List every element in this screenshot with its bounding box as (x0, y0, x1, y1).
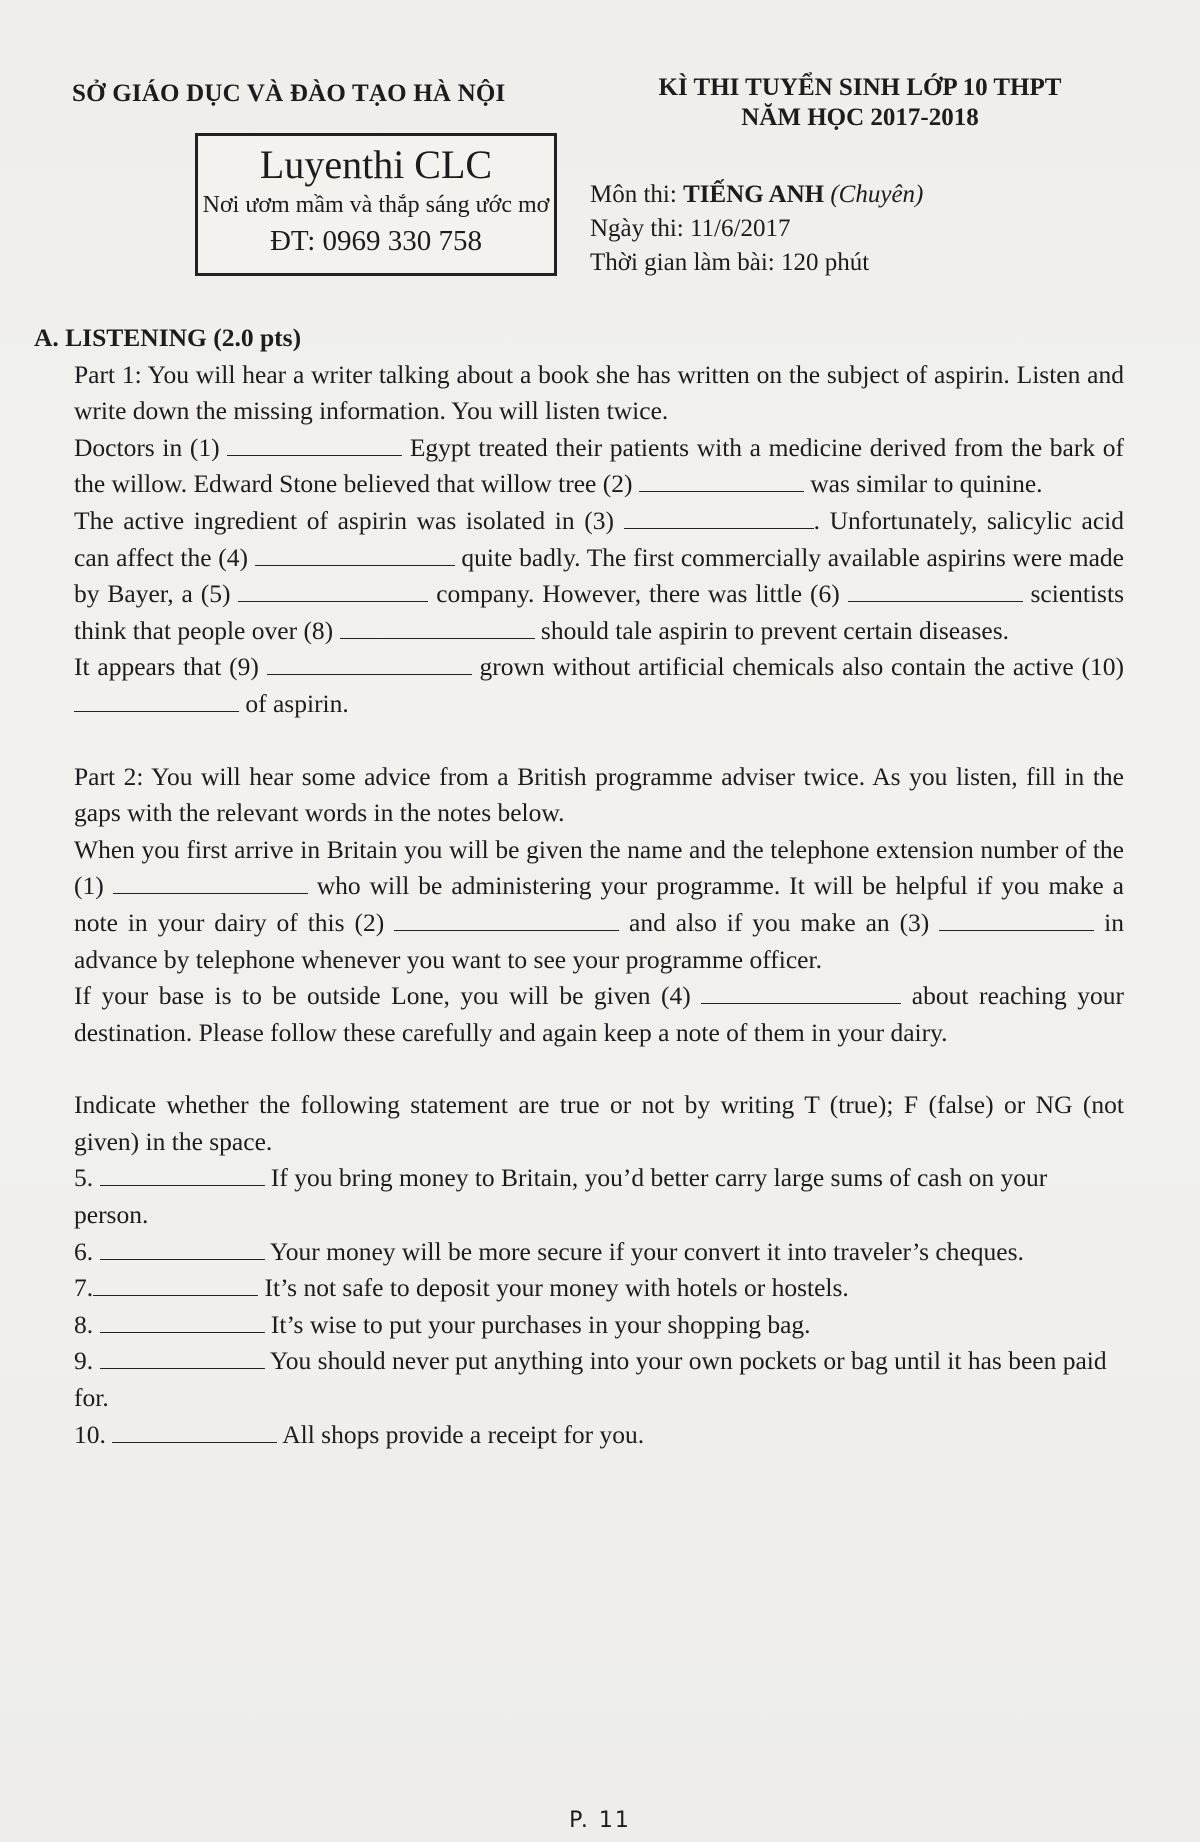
tf-blank-10[interactable] (112, 1420, 277, 1443)
tf-blank-6[interactable] (100, 1237, 265, 1260)
publisher-stamp (195, 133, 557, 276)
section-title: A. LISTENING (2.0 pts) (34, 323, 302, 352)
part1-intro: Part 1: You will hear a writer talking about a book she has written on the subject of aspirin. Listen and write down the missing information. You will listen twice. (74, 359, 1124, 426)
subject-line: Môn thi: TIẾNG ANH (Chuyên) (590, 181, 924, 208)
answer-blank-3[interactable] (624, 506, 814, 529)
stamp-slogan: Nơi ươm mầm và thắp sáng ước mơ (202, 192, 550, 218)
subject-value: TIẾNG ANH (683, 181, 825, 208)
part2-blank-4[interactable] (701, 981, 901, 1004)
tf-blank-8[interactable] (100, 1310, 265, 1333)
part2-intro: Part 2: You will hear some advice from a British programme adviser twice. As you listen, fill in the gaps with the relevant words in the notes below. (74, 761, 1124, 828)
tf-item-5: 5. If you bring money to Britain, you’d better carry large sums of cash on your person. (74, 1163, 1048, 1230)
answer-blank-6[interactable] (848, 579, 1023, 602)
tf-item-9: 9. You should never put anything into your own pockets or bag until it has been paid for. (74, 1346, 1107, 1413)
tf-item-6: 6. Your money will be more secure if your convert it into traveler’s cheques. (74, 1236, 1024, 1266)
answer-blank-1[interactable] (227, 433, 402, 456)
listening-section (34, 320, 1124, 1453)
tf-item-10: 10. All shops provide a receipt for you. (74, 1419, 645, 1449)
answer-blank-10[interactable] (74, 689, 239, 712)
tf-item-8: 8. It’s wise to put your purchases in your shopping bag. (74, 1309, 811, 1339)
exam-duration: Thời gian làm bài: 120 phút (590, 249, 870, 276)
exam-title-block (620, 74, 1100, 132)
answer-blank-9[interactable] (267, 652, 472, 675)
answer-blank-4[interactable] (255, 543, 455, 566)
answer-blank-2[interactable] (639, 469, 804, 492)
part1-paragraph-2: The active ingredient of aspirin was isolated in (3) . Unfortunately, salicylic acid can affect the (4) quite badly. The first commercially available aspirins were made by Bayer, a (5) company. However, there was little (6) scientists think that people over (8) should tale aspirin to prevent certain diseases. (74, 505, 1124, 645)
part2-blank-2[interactable] (394, 908, 619, 931)
tf-blank-5[interactable] (100, 1163, 265, 1186)
department-heading: SỞ GIÁO DỤC VÀ ĐÀO TẠO HÀ NỘI (72, 80, 506, 107)
part2-blank-1[interactable] (113, 871, 308, 894)
part1-paragraph-1: Doctors in (1) Egypt treated their patients with a medicine derived from the bark of the willow. Edward Stone believed that willow tree (2) was similar to quinine. (74, 432, 1124, 499)
school-year: NĂM HỌC 2017-2018 (741, 104, 979, 131)
answer-blank-8[interactable] (340, 616, 535, 639)
answer-blank-5[interactable] (238, 579, 428, 602)
exam-title: KÌ THI TUYỂN SINH LỚP 10 THPT (658, 74, 1062, 101)
stamp-phone: ĐT: 0969 330 758 (269, 225, 483, 257)
part2-blank-3[interactable] (939, 908, 1094, 931)
subject-note: (Chuyên) (824, 181, 924, 208)
tf-blank-9[interactable] (100, 1346, 265, 1369)
tf-blank-7[interactable] (93, 1273, 258, 1296)
part2-paragraph-1: When you first arrive in Britain you will be given the name and the telephone extension number of the (1) who will be administering your programme. It will be helpful if you make a note in your dairy of this (2) and also if you make an (3) in advance by telephone whenever you want to see your programme officer. (74, 834, 1125, 974)
page-number: P. 11 (569, 1808, 631, 1833)
tf-instruction: Indicate whether the following statement are true or not by writing T (true); F (false) or NG (not given) in the space. (74, 1090, 1124, 1156)
exam-info (590, 178, 923, 280)
part1-paragraph-3: It appears that (9) grown without artificial chemicals also contain the active (10) of aspirin. (74, 652, 1125, 718)
part2-paragraph-2: If your base is to be outside Lone, you will be given (4) about reaching your destination. Please follow these carefully and again keep a note of them in your dairy. (74, 981, 1124, 1047)
exam-date: Ngày thi: 11/6/2017 (590, 215, 791, 242)
stamp-name: Luyenthi CLC (259, 142, 493, 187)
tf-item-7: 7. It’s not safe to deposit your money with hotels or hostels. (74, 1273, 849, 1303)
